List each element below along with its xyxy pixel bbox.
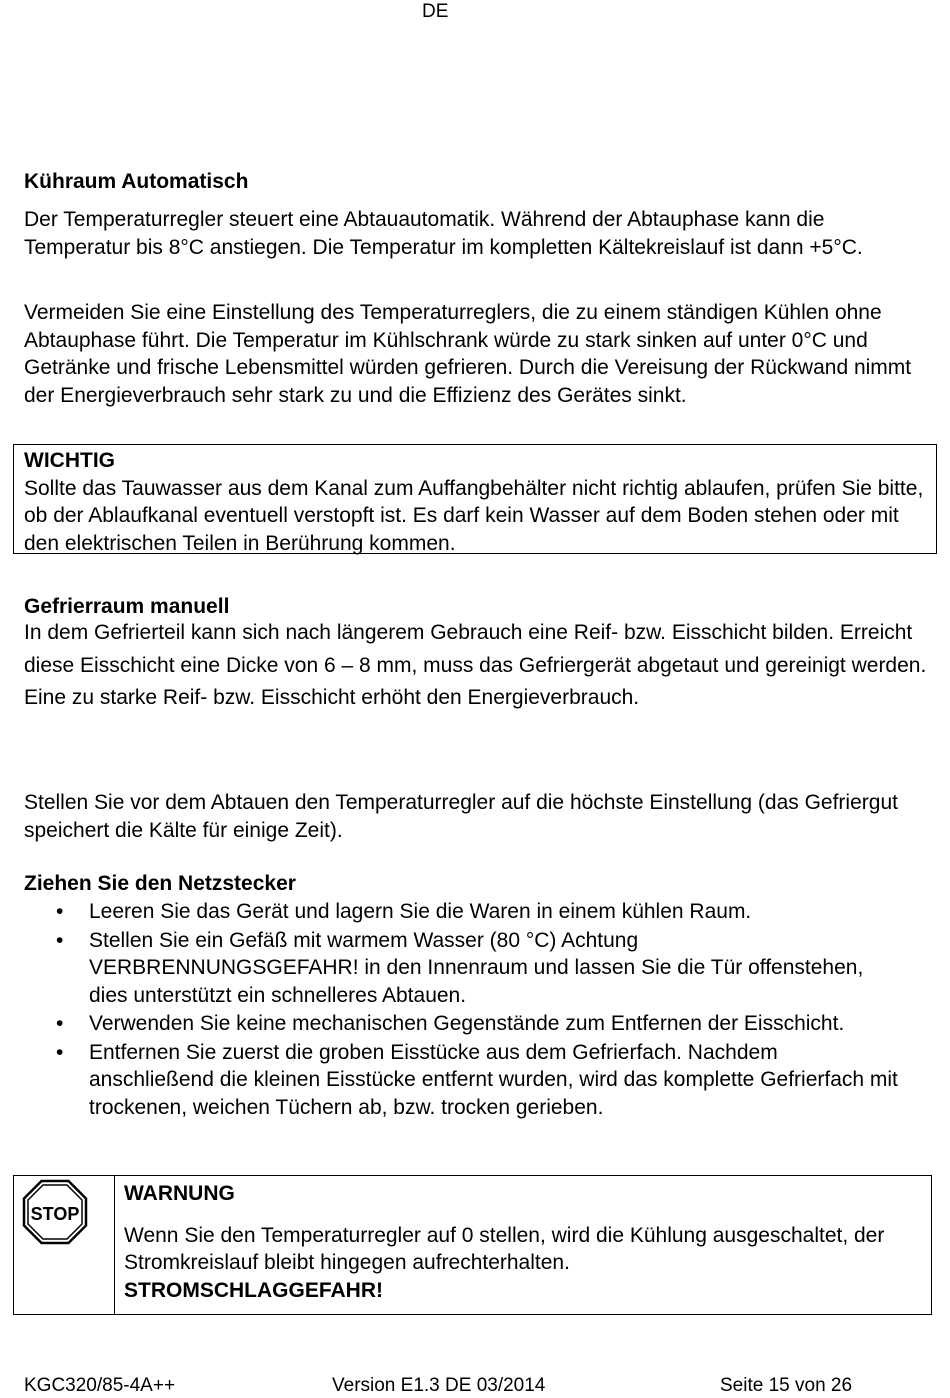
- list-item: • Entfernen Sie zuerst die groben Eisstücke aus dem Gefrierfach. Nachdem anschließend die kleinen Eisstücke entfernt wurden, wird das komplette Gefrierfach mit trockenen, weichen Tüchern ab, bzw. trocken gerieben.: [24, 1039, 904, 1122]
- important-notice-box: [13, 444, 937, 554]
- important-text: Sollte das Tauwasser aus dem Kanal zum Auffangbehälter nicht richtig ablaufen, prüfen Sie bitte, ob der Ablaufkanal eventuell verstopft ist. Es darf kein Wasser auf dem Boden stehen oder mit den elektrischen Teilen in Berührung kommen.: [24, 476, 924, 555]
- defrost-steps-list: [24, 898, 904, 1122]
- list-item: • Stellen Sie ein Gefäß mit warmem Wasser (80 °C) Achtung VERBRENNUNGSGEFAHR! in den Innenraum und lassen Sie die Tür offenstehen, dies unterstützt ein schnelleres Abtauen.: [24, 927, 904, 1010]
- section-title-kuehlraum: Kühraum Automatisch: [24, 170, 249, 193]
- paragraph-vor-abtauen: Stellen Sie vor dem Abtauen den Temperaturregler auf die höchste Einstellung (das Gefriergut speichert die Kälte für einige Zeit).: [24, 791, 898, 842]
- gefrierraum-body: [24, 617, 929, 715]
- warning-text: Wenn Sie den Temperaturregler auf 0 stellen, wird die Kühlung ausgeschaltet, der Stromkreislauf bleibt hingegen aufrechterhalten.: [124, 1223, 885, 1274]
- warning-icon-cell: [14, 1176, 115, 1314]
- footer-model: KGC320/85-4A++: [24, 1375, 176, 1396]
- important-title: WICHTIG: [24, 449, 115, 472]
- warning-text-cell: [115, 1176, 931, 1314]
- header-language: DE: [422, 1, 449, 22]
- paragraph-eisschicht: In dem Gefrierteil kann sich nach längerem Gebrauch eine Reif- bzw. Eisschicht bilden. Erreicht diese Eisschicht eine Dicke von 6 – 8 mm, muss das Gefriergerät abgetaut und gereinigt werden. Eine zu starke Reif- bzw. Eisschicht erhöht den Energieverbrauch.: [24, 621, 927, 709]
- footer-version: Version E1.3 DE 03/2014: [332, 1375, 546, 1396]
- stop-sign-text: STOP: [30, 1204, 80, 1224]
- paragraph-abtauautomatik: Der Temperaturregler steuert eine Abtauautomatik. Während der Abtauphase kann die Temperatur bis 8°C anstiegen. Die Temperatur im kompletten Kältekreislauf ist dann +5°C.: [24, 208, 863, 259]
- warning-box: [13, 1175, 932, 1315]
- paragraph-einstellung: Vermeiden Sie eine Einstellung des Temperaturreglers, die zu einem ständigen Kühlen ohne Abtauphase führt. Die Temperatur im Kühlschrank würde zu stark sinken auf unter 0°C und Getränke und frische Lebensmittel würden gefrieren. Durch die Vereisung der Rückwand nimmt der Energieverbrauch sehr stark zu und die Effizienz des Gerätes sinkt.: [24, 301, 912, 407]
- warning-alert: STROMSCHLAGGEFAHR!: [124, 1278, 383, 1302]
- warning-title: WARNUNG: [124, 1182, 235, 1205]
- section-title-netzstecker: Ziehen Sie den Netzstecker: [24, 872, 296, 895]
- footer-page-number: Seite 15 von 26: [720, 1375, 853, 1396]
- list-item: • Leeren Sie das Gerät und lagern Sie die Waren in einem kühlen Raum.: [24, 898, 904, 926]
- list-item: • Verwenden Sie keine mechanischen Gegenstände zum Entfernen der Eisschicht.: [24, 1010, 904, 1038]
- stop-sign-icon: [22, 1179, 88, 1245]
- section-title-gefrierraum: Gefrierraum manuell: [24, 595, 230, 618]
